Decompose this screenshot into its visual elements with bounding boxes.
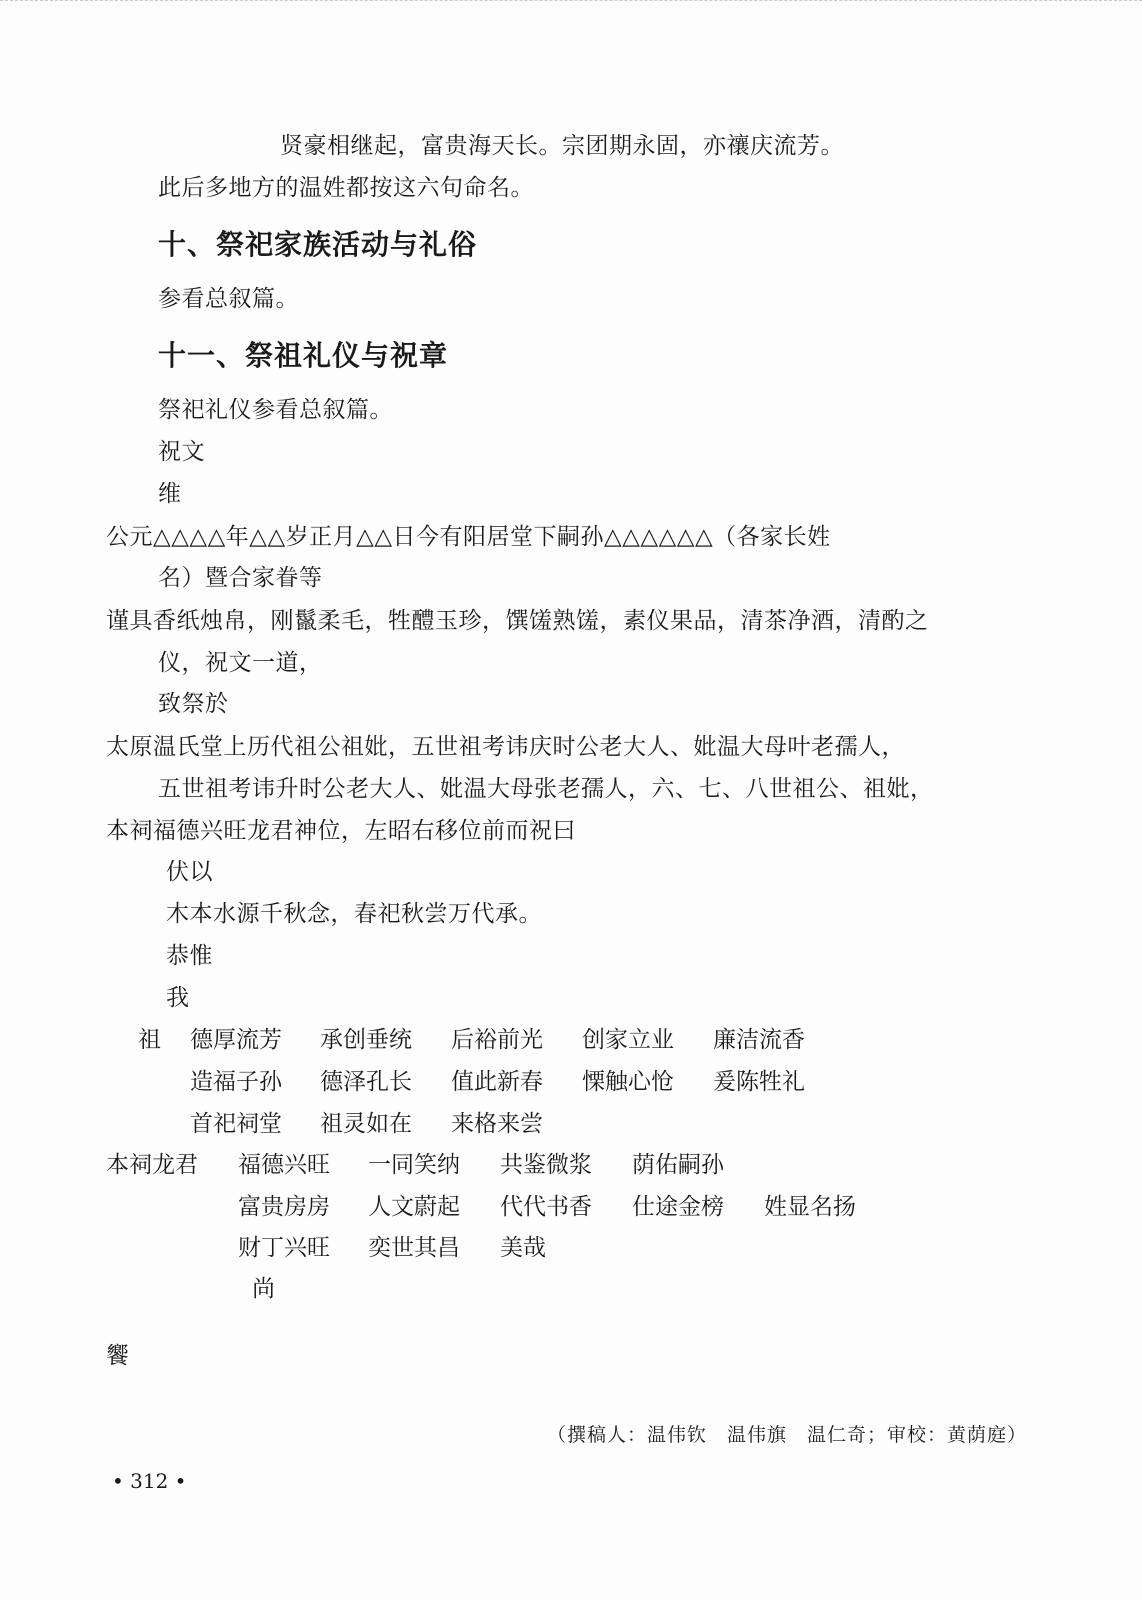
longjun-row-2 <box>0 1192 1142 1222</box>
zu-phrase: 德厚流芳 <box>190 1027 282 1053</box>
prayer-ancestors-line-2: 五世祖考讳升时公老大人、妣温大母张老孺人，六、七、八世祖公、祖妣， <box>158 776 934 802</box>
longjun-phrase: 姓显名扬 <box>764 1194 856 1220</box>
zu-phrase: 值此新春 <box>451 1069 543 1095</box>
zu-phrase: 来格来尝 <box>451 1111 543 1137</box>
poem-line: 贤豪相继起，富贵海天长。宗团期永固，亦禳庆流芳。 <box>280 133 844 159</box>
zu-phrase: 廉洁流香 <box>713 1027 805 1053</box>
longjun-row-3 <box>0 1233 1142 1263</box>
longjun-phrase: 人文蔚起 <box>368 1194 460 1220</box>
prayer-offering-line-2: 仪，祝文一道， <box>158 650 323 676</box>
longjun-phrase: 荫佑嗣孙 <box>632 1152 724 1178</box>
longjun-phrase: 美哉 <box>500 1235 546 1261</box>
zu-phrase: 创家立业 <box>582 1027 674 1053</box>
zu-phrase: 后裕前光 <box>451 1027 543 1053</box>
zu-label: 祖 <box>138 1027 161 1053</box>
longjun-phrase: 代代书香 <box>500 1194 592 1220</box>
prayer-couplet: 木本水源千秋念，春祀秋尝万代承。 <box>166 901 542 927</box>
longjun-label: 本祠龙君 <box>106 1152 198 1178</box>
prayer-fuyi: 伏以 <box>166 859 213 885</box>
longjun-phrase: 仕途金榜 <box>632 1194 724 1220</box>
prayer-title: 祝文 <box>158 439 205 465</box>
zu-row-2 <box>0 1067 1142 1097</box>
prayer-wo: 我 <box>166 985 190 1011</box>
section-10-body: 参看总叙篇。 <box>158 286 299 312</box>
longjun-row-1 <box>0 1150 1142 1180</box>
prayer-wei: 维 <box>158 481 182 507</box>
prayer-ancestors-line-1: 太原温氏堂上历代祖公祖妣，五世祖考讳庆时公老大人、妣温大母叶老孺人， <box>106 734 905 760</box>
prayer-shang: 尚 <box>252 1276 276 1302</box>
zu-phrase: 造福子孙 <box>190 1069 282 1095</box>
longjun-phrase: 富贵房房 <box>238 1194 330 1220</box>
zu-phrase: 首祀祠堂 <box>190 1111 282 1137</box>
prayer-ancestors-line-3: 本祠福德兴旺龙君神位，左昭右移位前而祝曰 <box>106 818 576 844</box>
page-number: • 312 • <box>112 1469 187 1493</box>
prayer-zhiji: 致祭於 <box>158 691 229 717</box>
zu-phrase: 德泽孔长 <box>320 1069 412 1095</box>
zu-phrase: 祖灵如在 <box>320 1111 412 1137</box>
longjun-phrase: 财丁兴旺 <box>238 1235 330 1261</box>
prayer-offering-line-1: 谨具香纸烛帛，刚鬣柔毛，牲醴玉珍，馔馐熟馐，素仪果品，清茶净酒，清酌之 <box>106 608 929 634</box>
prayer-date-line-2: 名）暨合家眷等 <box>158 565 323 591</box>
zu-phrase: 爰陈牲礼 <box>713 1069 805 1095</box>
longjun-phrase: 共鉴微浆 <box>500 1152 592 1178</box>
longjun-phrase: 福德兴旺 <box>238 1152 330 1178</box>
section-10-heading: 十、祭祀家族活动与礼俗 <box>158 228 478 261</box>
section-11-body: 祭祀礼仪参看总叙篇。 <box>158 397 393 423</box>
prayer-date-line-1: 公元△△△△年△△岁正月△△日今有阳居堂下嗣孙△△△△△△（各家长姓 <box>106 524 831 550</box>
prayer-xiang: 饗 <box>106 1343 130 1369</box>
naming-note: 此后多地方的温姓都按这六句命名。 <box>158 175 534 201</box>
longjun-phrase: 一同笑纳 <box>368 1152 460 1178</box>
zu-phrase: 承创垂统 <box>320 1027 412 1053</box>
zu-row-1 <box>0 1025 1142 1055</box>
longjun-phrase: 奕世其昌 <box>368 1235 460 1261</box>
section-11-heading: 十一、祭祖礼仪与祝章 <box>158 339 449 372</box>
page-top-edge <box>0 0 1142 6</box>
prayer-gongwei: 恭惟 <box>166 943 213 969</box>
zu-row-3 <box>0 1109 1142 1139</box>
author-credit: （撰稿人：温伟钦 温伟旗 温仁奇；审校：黄荫庭） <box>546 1424 1027 1446</box>
zu-phrase: 慄触心怆 <box>582 1069 674 1095</box>
